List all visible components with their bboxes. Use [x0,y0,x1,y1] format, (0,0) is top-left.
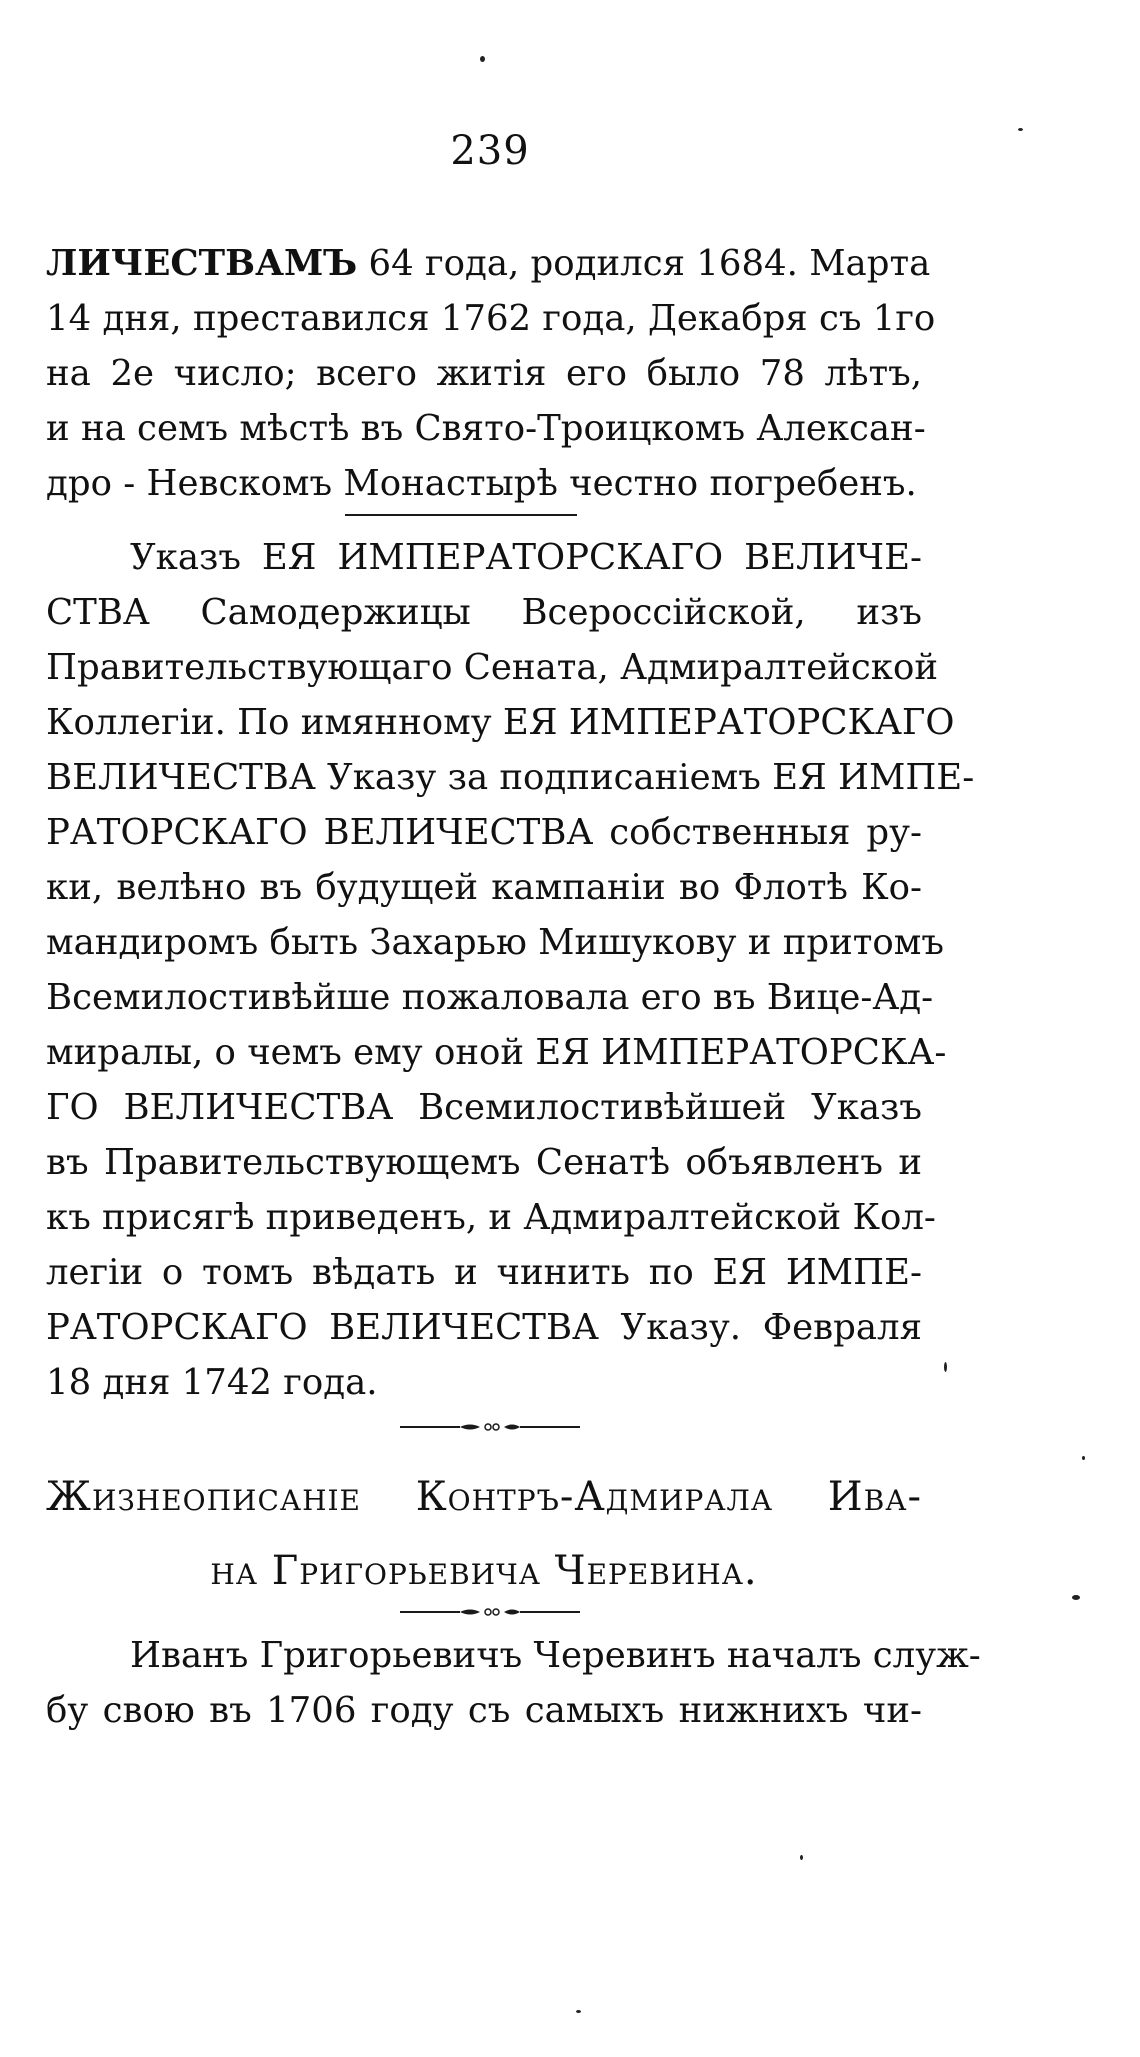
text-line: 18 дня 1742 года. [46,1362,378,1403]
section-divider [345,514,577,516]
text-line: ки, велѣно въ будущей кампаніи во Флотѣ Ко- [46,867,922,908]
section-title-line-2: на Григорьевича Черевина. [210,1548,758,1594]
line-text: 64 года, родился 1684. Марта [357,243,931,284]
text-line: Коллегіи. По имянному ЕЯ ИМПЕРАТОРСКАГО [46,702,955,743]
text-line: миралы, о чемъ ему оной ЕЯ ИМПЕРАТОРСКА- [46,1032,947,1073]
text-line: ВЕЛИЧЕСТВА Указу за подписаніемъ ЕЯ ИМПЕ- [46,757,975,798]
text-line: бу свою въ 1706 году съ самыхъ нижнихъ чи- [46,1690,922,1731]
text-line: РАТОРСКАГО ВЕЛИЧЕСТВА собственныя ру- [46,812,922,853]
paragraph-2 [46,530,975,1410]
text-line: въ Правительствующемъ Сенатѣ объявленъ и [46,1142,922,1183]
page-number: 239 [450,128,530,174]
text-line: мандиромъ быть Захарью Мишукову и притомъ [46,922,944,963]
section-title [46,1460,922,1608]
text-line: Правительствующаго Сената, Адмиралтейской [46,647,938,688]
paragraph-1 [46,236,936,511]
scan-speck [1072,1595,1080,1600]
text-line: дро - Невскомъ Монастырѣ честно погребенъ. [46,463,917,504]
ornament-divider [400,1420,580,1434]
text-line: СТВА Самодержицы Всероссійской, изъ [46,592,922,633]
paragraph-3 [46,1628,981,1738]
text-line: легіи о томъ вѣдать и чинить по ЕЯ ИМПЕ- [46,1252,922,1293]
text-line: на 2е число; всего житія его было 78 лѣтъ, [46,353,922,394]
section-title-line-1: Жизнеописаніе Контръ-Адмирала Ива- [46,1474,922,1520]
text-line: къ присягѣ приведенъ, и Адмиралтейской Кол- [46,1197,936,1238]
text-line: Указъ ЕЯ ИМПЕРАТОРСКАГО ВЕЛИЧЕ- [130,537,922,578]
scan-speck [800,1855,803,1860]
text-line: ГО ВЕЛИЧЕСТВА Всемилостивѣйшей Указъ [46,1087,922,1128]
ornament-divider [400,1605,580,1619]
scan-speck [1018,128,1023,131]
text-line [46,236,931,291]
scan-speck [480,56,485,62]
text-line: Всемилостивѣйше пожаловала его въ Вице-Ад- [46,977,934,1018]
emphasis-text: ЛИЧЕСТВАМЪ [46,243,358,284]
text-line: 14 дня, преставился 1762 года, Декабря съ 1го [46,298,936,339]
scan-speck [1082,1456,1085,1460]
text-line: РАТОРСКАГО ВЕЛИЧЕСТВА Указу. Февраля [46,1307,922,1348]
text-line: Иванъ Григорьевичъ Черевинъ началъ служ- [130,1635,981,1676]
scan-speck [576,2010,581,2013]
scan-speck [944,1362,947,1372]
text-line: и на семъ мѣстѣ въ Свято-Троицкомъ Алексан- [46,408,926,449]
